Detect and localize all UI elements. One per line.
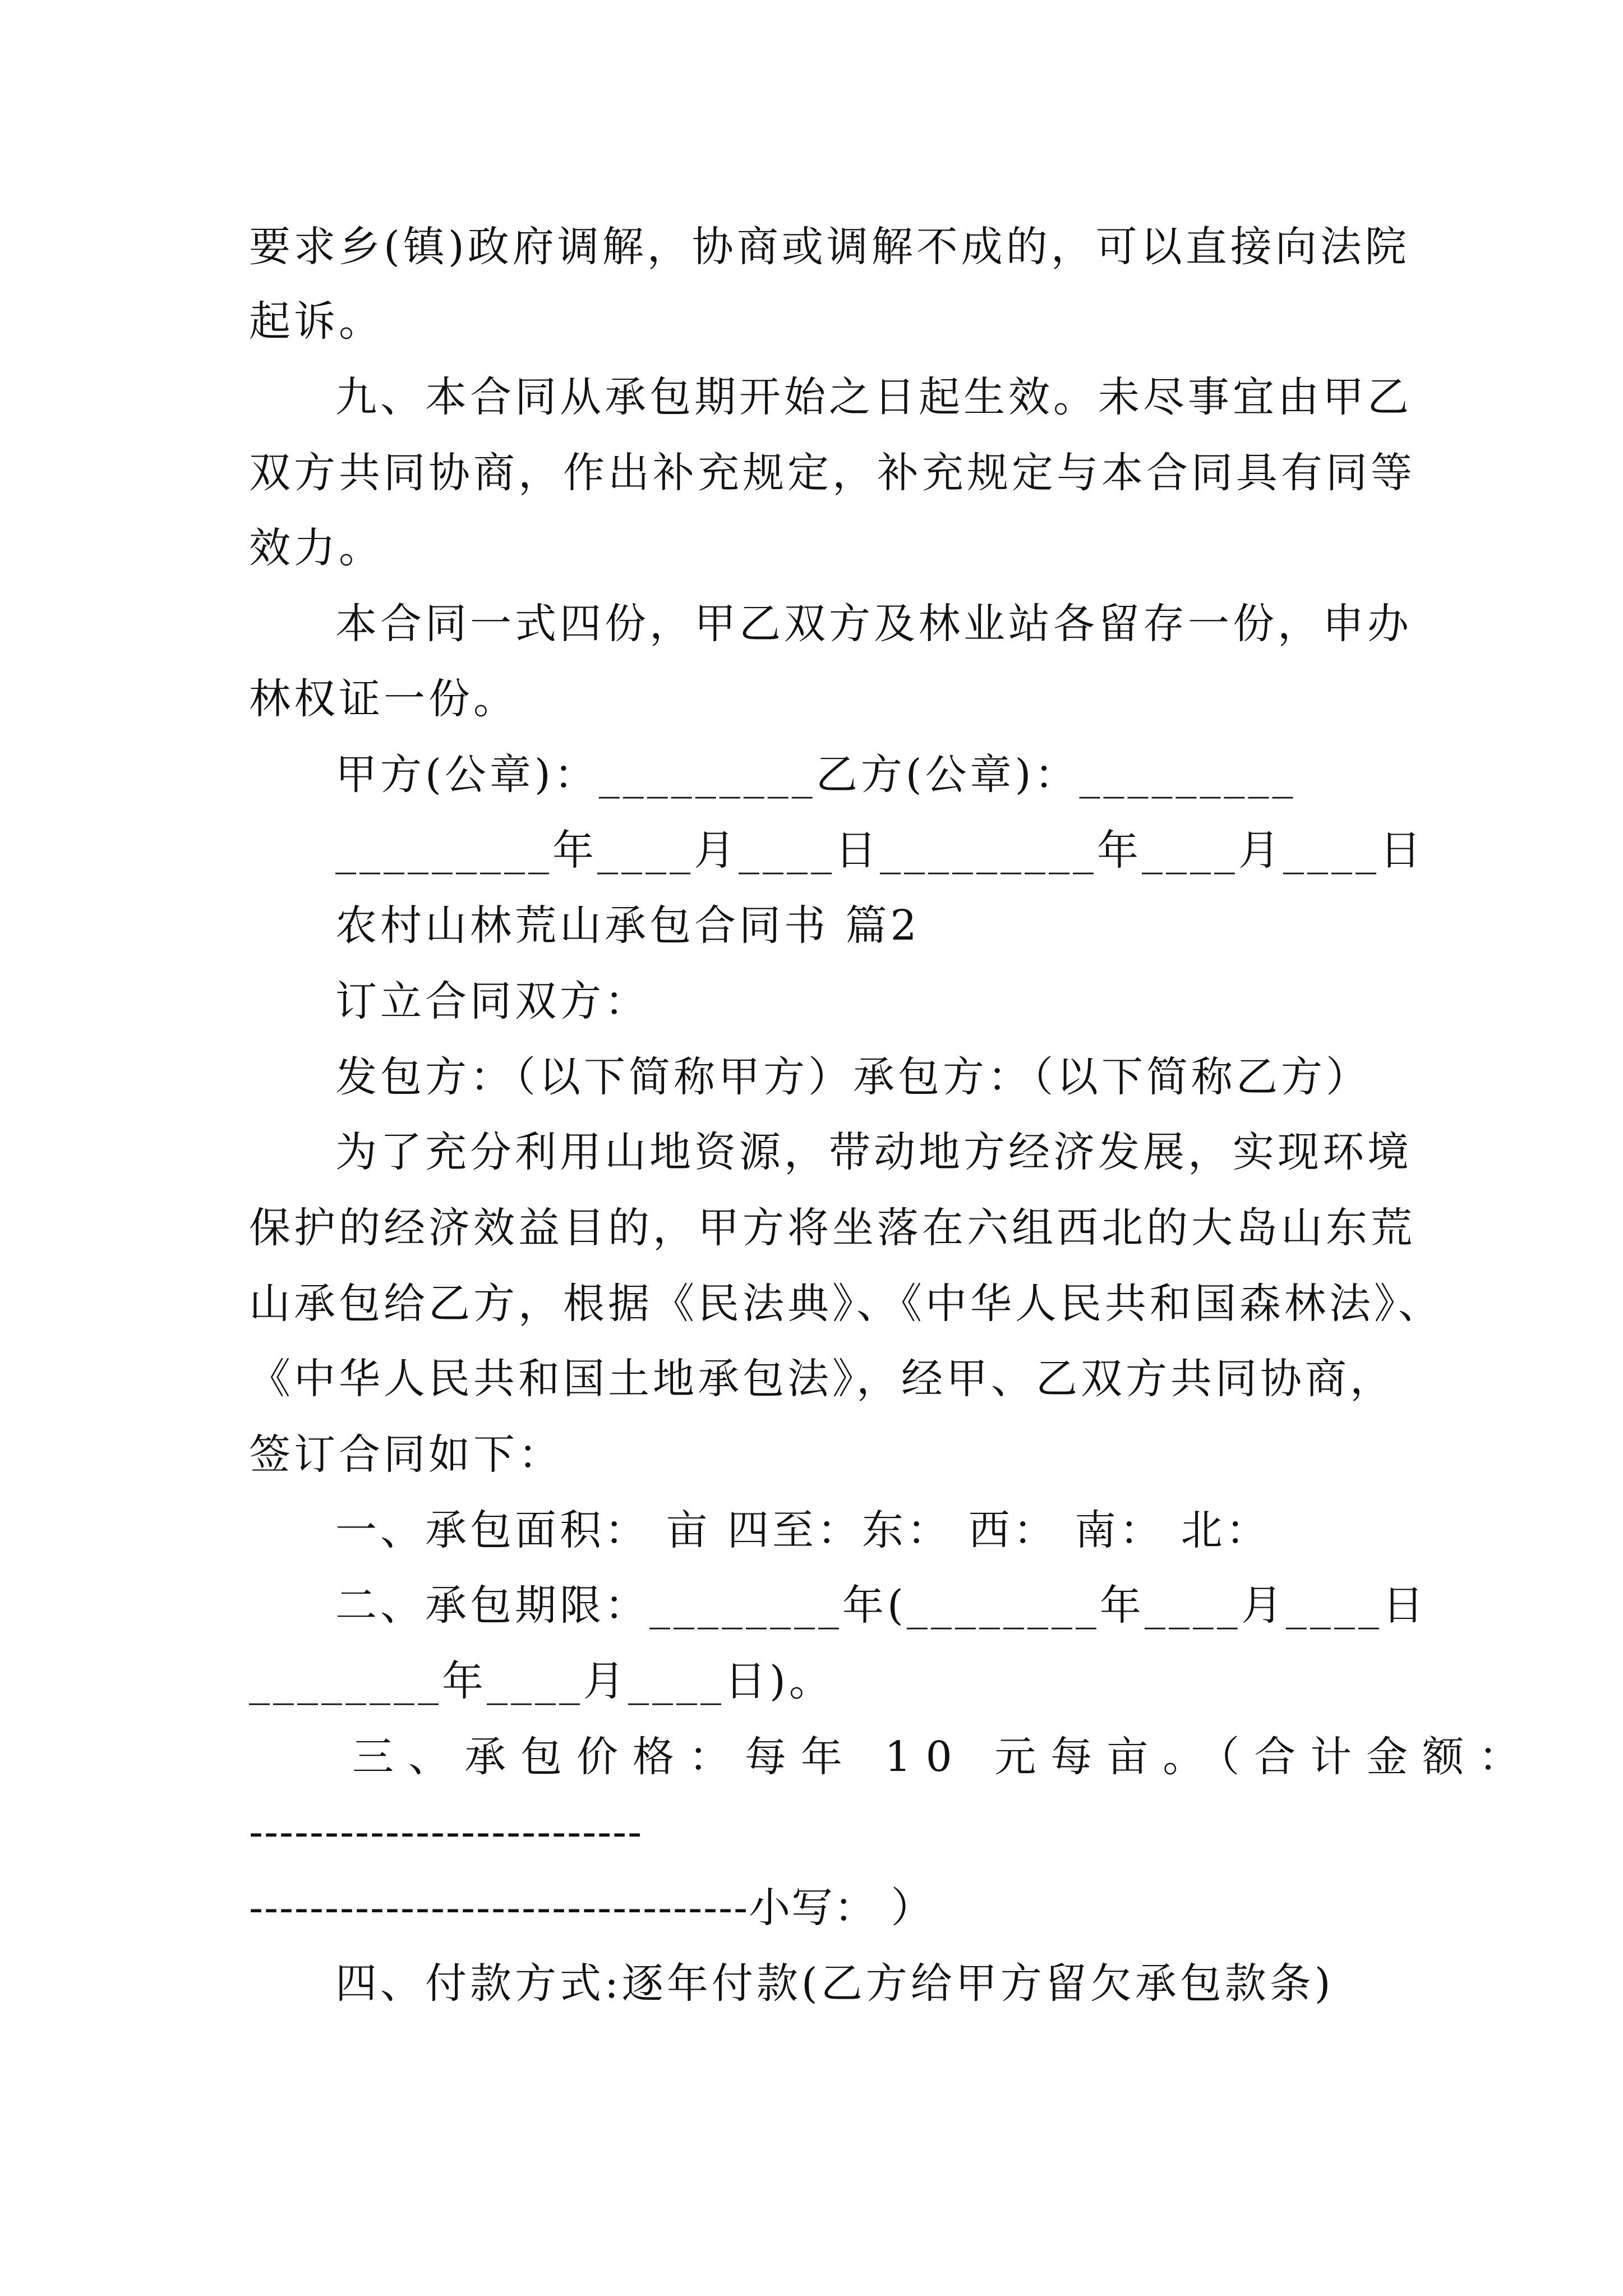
fill-line: -------------------------- [249, 1808, 643, 1856]
text-line: 三、承包价格：每年 10 元每亩。（合计金额： [352, 1733, 1535, 1781]
text-line: 为了充分利用山地资源，带动地方经济发展，实现环境 [335, 1128, 1412, 1176]
text-line: 《中华人民共和国土地承包法》，经甲、乙双方共同协商， [249, 1355, 1395, 1403]
text-line: 保护的经济效益目的，甲方将坐落在六组西北的大岛山东荒 [249, 1204, 1415, 1252]
date-line: _________年____月____日_________年____月____日 [335, 826, 1424, 875]
text-line: 四、付款方式:逐年付款(乙方给甲方留欠承包款条) [335, 1959, 1334, 2008]
text-line: 效力。 [249, 524, 384, 572]
signature-line: 甲方(公章)：_________乙方(公章)：_________ [335, 751, 1297, 799]
section-title: 农村山林荒山承包合同书 篇2 [335, 901, 920, 950]
text-line: 一、承包面积： 亩 四至：东： 西： 南： 北： [335, 1506, 1271, 1554]
text-line: 签订合同如下： [249, 1430, 563, 1479]
text-line: 二、承包期限：________年(________年____月____日 [335, 1581, 1427, 1630]
text-line: 林权证一份。 [249, 675, 518, 723]
text-line: 订立合同双方： [335, 977, 649, 1025]
text-line: 本合同一式四份，甲乙双方及林业站各留存一份，申办 [335, 600, 1412, 648]
text-line: 山承包给乙方，根据《民法典》、《中华人民共和国森林法》、 [249, 1280, 1443, 1328]
text-line: 要求乡(镇)政府调解，协商或调解不成的，可以直接向法院 [249, 223, 1410, 271]
text-line: 发包方：（以下简称甲方）承包方：（以下简称乙方） [335, 1053, 1371, 1101]
fill-line: ---------------------------------小写： ） [249, 1884, 934, 1932]
text-line: 起诉。 [249, 297, 384, 346]
text-line: ________年____月____日)。 [249, 1657, 834, 1705]
text-line: 九、本合同从承包期开始之日起生效。未尽事宜由甲乙 [335, 373, 1412, 421]
text-line: 双方共同协商，作出补充规定，补充规定与本合同具有同等 [249, 449, 1415, 497]
